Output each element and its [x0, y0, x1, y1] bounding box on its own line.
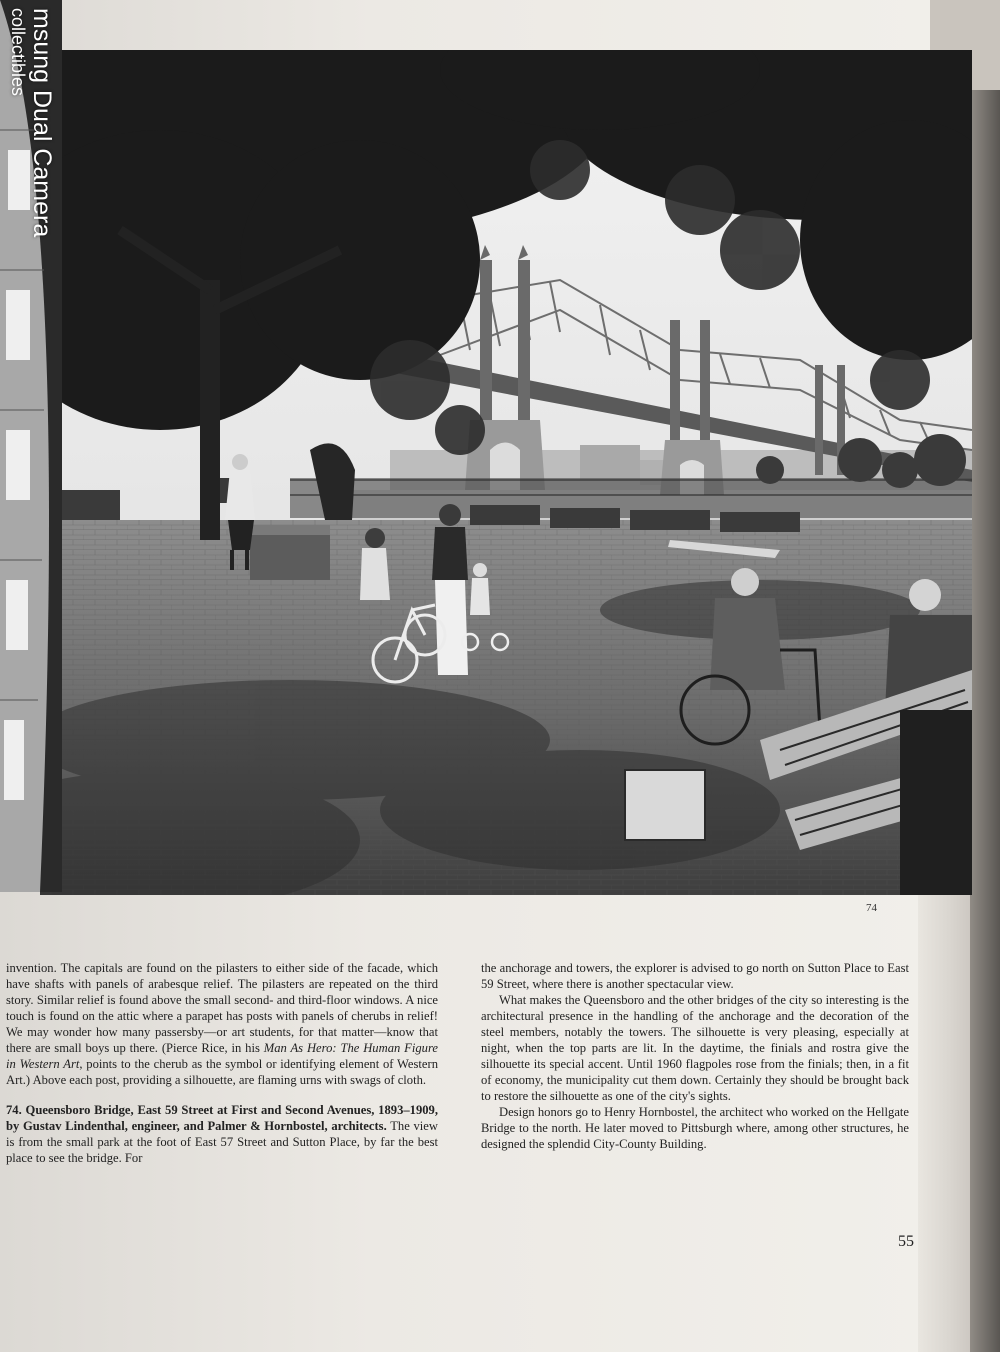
book-title-italic: Man As Hero: The Human Figure in Western Art	[6, 1041, 438, 1071]
right-text-column	[481, 960, 909, 1152]
left-text-column	[6, 960, 438, 1166]
left-body-text-end: , points to the cherub as the symbol or identifying element of Western Art.) Above each post, providing a silhouette, are flaming urns with swags of cloth.	[6, 1057, 438, 1087]
caption-lead: 74. Queensboro Bridge, East 59 Street at First and Second Avenues, 1893–1909, by Gustav Lindenthal, engineer, and Palmer & Hornbostel, architects.	[6, 1103, 438, 1133]
watermark-line-1: msung Dual Camera	[28, 8, 56, 238]
right-paragraph-3: Design honors go to Henry Hornbostel, the architect who worked on the Hellgate Bridge to the north. He later moved to Pittsburgh where, among other structures, he designed the splendid City-County Building.	[481, 1105, 909, 1151]
figure-number: 74	[866, 902, 877, 914]
queensboro-bridge-photo	[40, 50, 972, 895]
watermark-line-2: collectibles	[8, 8, 28, 97]
left-body-text: invention. The capitals are found on the pilasters to either side of the facade, which have shafts with panels of arabesque relief. The pilasters are repeated on the third story. Similar relief is found above the small second- and third-floor windows. A nice touch is found on the attic where a parapet has posts with panels of cherubs in relief! We may wonder how many passersby—or art students, for that matter—know that there are small boys up there. (Pierce Rice, in his	[6, 961, 438, 1055]
page-number: 55	[898, 1233, 914, 1250]
right-paragraph-1: the anchorage and towers, the explorer is advised to go north on Sutton Place to East 59 Street, where there is another spectacular view.	[481, 961, 909, 991]
camera-watermark	[8, 8, 56, 237]
left-body-paragraph	[6, 960, 438, 1088]
caption-text: The view is from the small park at the foot of East 57 Street and Sutton Place, by far the best place to see the bridge. For	[6, 1119, 438, 1165]
figure-caption	[6, 1102, 438, 1166]
right-paragraph-2: What makes the Queensboro and the other bridges of the city so interesting is the architectural presence in the handling of the anchorage and the decoration of the steel members, notably the towers. The silhouette is very pleasing, especially at night, when the top parts are lit. In the daytime, the finials and rostra give the silhouette its special accent. Until 1960 flagpoles rose from the finials; then, in a fit of economy, the municipality cut them down. Certainly they should be brought back to restore the silhouette as one of the city's sights.	[481, 993, 909, 1103]
